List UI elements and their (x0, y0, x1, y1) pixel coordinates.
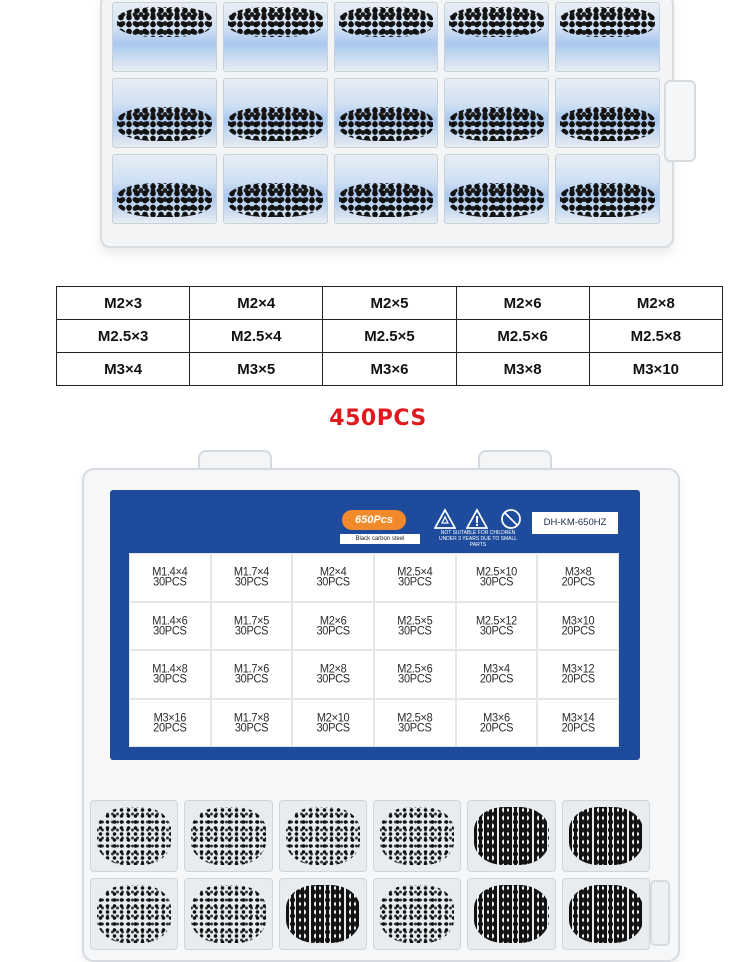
lid-size: M2.5×8 (397, 711, 433, 725)
lid-size-cell (212, 651, 292, 698)
screw-pile (286, 885, 360, 943)
lid-size-cell (375, 700, 455, 747)
lid-size-cell (457, 554, 537, 601)
screw-pile (380, 885, 454, 943)
lid-size: M1.4×4 (152, 565, 188, 579)
lid-count: 30PCS (234, 721, 269, 735)
tray-compartment (184, 878, 272, 950)
screw-pile (191, 885, 265, 943)
size-cell: M2.5×5 (323, 320, 456, 353)
lid-count: 20PCS (561, 672, 595, 686)
lid-size-cell (212, 554, 292, 601)
lid-size-grid (130, 554, 618, 746)
screw-pile (228, 183, 323, 217)
screw-pile (449, 107, 544, 141)
lid-size-cell (457, 700, 537, 747)
compartment (334, 2, 439, 72)
table-row (57, 353, 723, 386)
screw-pile (339, 183, 434, 217)
screw-pile (569, 885, 643, 943)
compartment (444, 154, 549, 224)
lid-count: 30PCS (234, 575, 269, 589)
lid-size-cell (538, 603, 618, 650)
tray-compartment (373, 800, 461, 872)
material-label: Black carbon steel (340, 534, 420, 544)
screw-pile (228, 7, 323, 37)
compartment (334, 154, 439, 224)
lid-size: M3×4 (483, 662, 510, 676)
screw-pile (97, 807, 171, 865)
compartment (555, 2, 660, 72)
lid-size-cell (375, 603, 455, 650)
screw-pile (560, 183, 655, 217)
lid-count: 20PCS (479, 672, 514, 686)
model-code-label: DH-KM-650HZ (532, 512, 618, 534)
screw-pile (449, 183, 544, 217)
lid-count: 20PCS (479, 721, 514, 735)
tray-compartment (90, 800, 178, 872)
tray-compartment (562, 878, 650, 950)
lid-size-cell (538, 700, 618, 747)
lid-size-cell (212, 700, 292, 747)
top-product-photo (0, 0, 750, 262)
compartment (223, 78, 328, 148)
screw-pile (339, 107, 434, 141)
lid-size: M2.5×4 (397, 565, 433, 579)
screw-pile (117, 107, 212, 141)
compartment (334, 78, 439, 148)
lid-size: M3×10 (561, 614, 595, 628)
lid-count: 30PCS (398, 624, 432, 638)
lid-size: M1.4×6 (152, 614, 188, 628)
lid-count: 30PCS (153, 575, 187, 589)
screw-pile (97, 885, 171, 943)
size-cell: M2×8 (589, 287, 722, 320)
compartment (223, 154, 328, 224)
case-clip (650, 880, 670, 946)
lid-size: M2×8 (319, 662, 347, 676)
lid-count: 30PCS (316, 672, 350, 686)
lid-size: M3×16 (153, 711, 187, 725)
lid-size-cell (293, 651, 373, 698)
lid-size-cell (293, 700, 373, 747)
lid-count: 20PCS (561, 624, 595, 638)
tray-compartment (279, 800, 367, 872)
size-cell: M3×6 (323, 353, 456, 386)
lid-size: M3×8 (564, 565, 592, 579)
size-cell: M2.5×4 (190, 320, 323, 353)
screw-pile (117, 7, 212, 37)
lid-count: 30PCS (398, 672, 432, 686)
size-cell: M2×3 (57, 287, 190, 320)
lid-size-cell (130, 651, 210, 698)
lid-size-cell (457, 603, 537, 650)
lid-size: M2.5×10 (475, 565, 517, 579)
lid-size: M2.5×12 (475, 614, 517, 628)
compartment (112, 154, 217, 224)
size-cell: M3×8 (456, 353, 589, 386)
size-cell: M3×4 (57, 353, 190, 386)
recycle-triangle-icon (434, 508, 456, 530)
no-small-parts-icon (500, 508, 522, 530)
lid-size: M2×4 (319, 565, 347, 579)
screw-compartments (112, 2, 660, 224)
lid-size: M1.7×6 (233, 662, 270, 676)
piece-count-badge: 650Pcs (342, 510, 406, 530)
lid-count: 30PCS (398, 575, 432, 589)
lid-size: M2×6 (319, 614, 347, 628)
lid-size-cell (538, 651, 618, 698)
lid-count: 30PCS (479, 575, 514, 589)
size-cell: M2.5×6 (456, 320, 589, 353)
tray-compartment (373, 878, 461, 950)
lid-size: M1.7×4 (233, 565, 270, 579)
screw-pile (560, 7, 655, 37)
lid-size: M1.4×8 (152, 662, 188, 676)
compartment (555, 154, 660, 224)
lid-count: 30PCS (153, 624, 187, 638)
size-cell: M3×10 (589, 353, 722, 386)
lid-size: M3×14 (561, 711, 595, 725)
compartment (555, 78, 660, 148)
compartment (112, 2, 217, 72)
warning-triangle-icon (466, 508, 488, 530)
screw-pile (380, 807, 454, 865)
tray-compartment (184, 800, 272, 872)
screw-pile (228, 107, 323, 141)
screw-pile (339, 7, 434, 37)
lid-size: M3×12 (561, 662, 595, 676)
lid-size-cell (130, 700, 210, 747)
lid-count: 20PCS (153, 721, 187, 735)
compartment (112, 78, 217, 148)
size-cell: M2×5 (323, 287, 456, 320)
compartment (444, 2, 549, 72)
screw-pile (449, 7, 544, 37)
lid-count: 30PCS (234, 624, 269, 638)
compartment (444, 78, 549, 148)
screw-size-table (56, 286, 723, 386)
screw-pile (474, 807, 548, 865)
lid-size-cell (293, 603, 373, 650)
lid-size: M1.7×5 (233, 614, 270, 628)
screw-pile (191, 807, 265, 865)
piece-count-heading: 450PCS (329, 406, 427, 431)
lid-count: 30PCS (316, 624, 350, 638)
screw-tray (90, 800, 650, 950)
size-cell: M2×4 (190, 287, 323, 320)
lid-size-cell (293, 554, 373, 601)
lid-count: 30PCS (234, 672, 269, 686)
size-cell: M2.5×3 (57, 320, 190, 353)
lid-size-cell (130, 603, 210, 650)
small-parts-warning: NOT SUITABLE FOR CHILDREN UNDER 3 YEARS DUE TO SMALL PARTS (438, 530, 518, 548)
screw-pile (474, 885, 548, 943)
lid-size: M2×10 (316, 711, 350, 725)
tray-compartment (467, 800, 555, 872)
lid-size-cell (212, 603, 292, 650)
lid-size: M2.5×6 (397, 662, 433, 676)
lid-size-cell (375, 651, 455, 698)
lid-count: 30PCS (479, 624, 514, 638)
size-cell: M2.5×8 (589, 320, 722, 353)
size-cell: M3×5 (190, 353, 323, 386)
screw-pile (117, 183, 212, 217)
lid-count: 30PCS (316, 575, 350, 589)
tray-compartment (90, 878, 178, 950)
lid-count: 20PCS (561, 721, 595, 735)
lid-count: 30PCS (398, 721, 432, 735)
lid-size: M3×6 (483, 711, 510, 725)
tray-compartment (279, 878, 367, 950)
screw-pile (560, 107, 655, 141)
tray-compartment (467, 878, 555, 950)
lid-size-cell (457, 651, 537, 698)
lid-size-cell (538, 554, 618, 601)
table-row (57, 320, 723, 353)
lid-size: M1.7×8 (233, 711, 270, 725)
lid-count: 30PCS (153, 672, 187, 686)
case-hinge (664, 80, 696, 162)
table-row (57, 287, 723, 320)
tray-compartment (562, 800, 650, 872)
lid-size-cell (375, 554, 455, 601)
screw-pile (286, 807, 360, 865)
screw-pile (569, 807, 643, 865)
lid-count: 30PCS (316, 721, 350, 735)
lid-size: M2.5×5 (397, 614, 433, 628)
size-cell: M2×6 (456, 287, 589, 320)
lid-count: 20PCS (561, 575, 595, 589)
compartment (223, 2, 328, 72)
lid-size-cell (130, 554, 210, 601)
